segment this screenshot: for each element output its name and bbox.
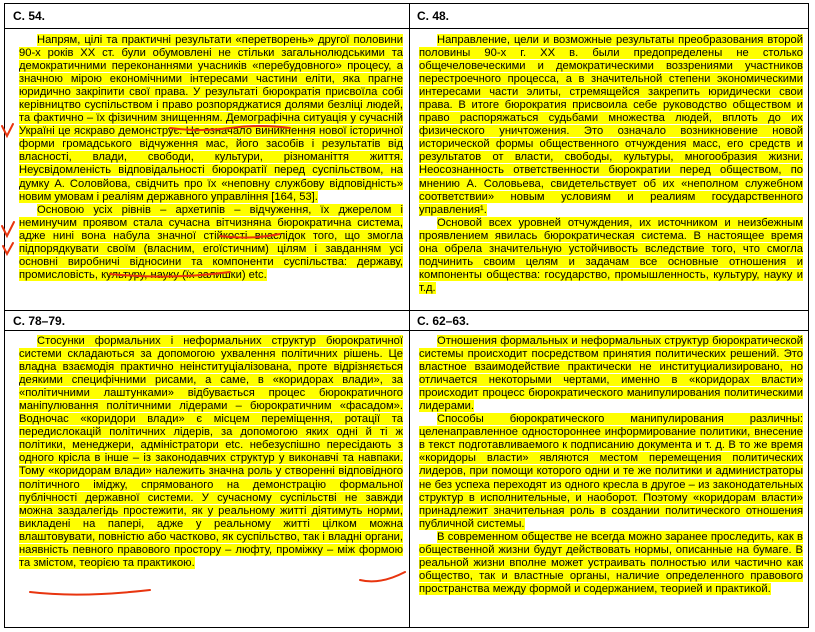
highlighted-text: В современном обществе не всегда можно заранее проследить, как в общественной жизни будут действовать нормы, описанные на бумаге. В реальной жизни вполне может устраивать полностью или частично как общество, так и властные органы, наличие определенного правового пространства между формой и содержанием, теорией и практикой. [419, 530, 803, 595]
header-rule-bottom [5, 330, 808, 331]
cell-1-ref: С. 54. [13, 9, 46, 23]
cell-4-paragraph-1 [419, 335, 803, 413]
cell-1-paragraph-2 [19, 204, 403, 282]
column-divider [409, 4, 410, 627]
header-rule-top [5, 28, 808, 29]
cell-4-text [419, 335, 803, 596]
cell-3-text [19, 335, 403, 570]
highlighted-text: Основою усіх рівнів – архетипів – відчуження, їх джерелом і неминучим проявом стала сучасна вітчизняна бюрократична система, адже нині вона набула значної стійкості внаслідок того, що змогла підпорядкувати своїм (власним, егоїстичним) цілям і завданням усі основні виробничі відносини та компоненти суспільства: державу, промисловість, культуру, науку (їх залишки) etc. [19, 203, 403, 281]
highlighted-text: Напрям, цілі та практичні результати «перетворень» другої половини 90-х років XX ст. були обумовлені не стільки загальнолюдськими та демократичними переконаннями учасників «перебудовного» процесу, а значною мірою економічними інтересами частини еліти, яка прагне юридично закріпити свої права. У результаті бюрократія присвоїла собі керівництво суспільством і право розпоряджатися долями безліці людей, та фактично – їх фізичним знищенням. Демографічна ситуація у сучасній Україні це яскраво демонструє. Це означало виникнення нової історичної форми громадського відчуження мас, його засобів і результатів від власності, влади, свободи, культури, різноманіття життя. Неусвідомленість відповідальності бюрократії перед суспільством, на думку А. Соловйова, свідчить про їх «неповну службову відповідність» новим умовам і реаліям державного управління [164, 53]. [19, 34, 403, 203]
cell-3-paragraph-1 [19, 335, 403, 570]
cell-4-paragraph-2 [419, 413, 803, 530]
cell-4-paragraph-3 [419, 531, 803, 596]
cell-2-ref: С. 48. [417, 9, 450, 23]
cell-2-paragraph-1 [419, 34, 803, 217]
cell-4-ref: С. 62–63. [417, 314, 470, 328]
row-divider [5, 310, 808, 311]
highlighted-text: Основой всех уровней отчуждения, их источником и неизбежным проявлением явилась бюрократическая система. В настоящее время она обрела значительную устойчивость вследствие того, что смогла подчинить своим целям и задачам все основные отношения и компоненты общества: государство, промышленность, культуру, науку и т.д. [419, 216, 803, 294]
cell-3-ref: С. 78–79. [13, 314, 66, 328]
highlighted-text: Способы бюрократического манипулирования различны: целенаправленное одностороннее информирование политики, внесение в текст подготавливаемого к подписанию документа и т. д. В то же время «коридоры власти» являются местом перемещения политических лидеров, при помощи которого одни и те же политики и администраторы не без успеха переходят из одного кресла в другое – из законодательных структур в исполнительные, и наоборот. Поэтому «коридорам власти» принадлежит значительная роль в создании политического отношения публичной системы. [419, 413, 803, 530]
comparison-table [4, 3, 809, 628]
cell-2-paragraph-2 [419, 217, 803, 295]
cell-1-paragraph-1 [19, 34, 403, 204]
cell-2-text [419, 34, 803, 295]
highlighted-text: Стосунки формальних і неформальних структур бюрократичної системи складаються за допомогою ухвалення політичних рішень. Це владна взаємодія практично неінституціалізована, проте відрізняється деякими специфічними рисами, а саме, в «коридорах влади», за «політичними лаштунками» відбувається процес бюрократичного маніпулювання політичними лідерами – бюрократичним «фасадом». Водночас «коридори влади» є місцем переміщення, ротації та передислокацій політичних лідерів, за допомогою яких одні й ті ж політики, менеджери, адміністратори etc. небезуспішно пересідають з одного крісла в інше – із законодавчих структур у виконавчі та навпаки. Тому «коридорам влади» належить значна роль у створенні відповідного політичного іміджу, спрямованого на демонстрацію формальної публічності державної системи. У сучасному суспільстві не завжди можна заздалегідь простежити, як у реальному житті діятимуть норми, викладені на папері, адже у реальному житті цілком можна влаштовувати, повністю або частково, як суспільство, так і владні органи, наявність певного правового простору – люфту, проміжку – між формою та змістом, теорією та практикою. [19, 335, 403, 569]
cell-1-text [19, 34, 403, 282]
highlighted-text: Направление, цели и возможные результаты преобразования второй половины 90-х г. XX в. были предопределены не столько общечеловеческими и демократическими воззрениями участников перестроечного процесса, а в значительной степени экономическими интересами части элиты, стремящейся закрепить юридически свои права. В итоге бюрократия присвоила себе руководство обществом и право распоряжаться судьбами множества людей, вплоть до их физического уничтожения. Это означало возникновение новой исторической формы общественного отчуждения масс, его средств и результатов от власти, свободы, культуры, многообразия жизни. Неосознанность ответственности бюрократии перед обществом, по мнению А. Соловьева, свидетельствует об их «неполном служебном соответствии» новым условиям и реалиям государственного управления¹. [419, 34, 803, 216]
highlighted-text: Отношения формальных и неформальных структур бюрократической системы происходит посредством принятия политических решений. Это властное взаимодействие практически не институциализировано, но отличается некоторыми чертами, именно в «коридорах власти» происходит процесс бюрократического манипулирования политическими лидерами. [419, 335, 803, 413]
